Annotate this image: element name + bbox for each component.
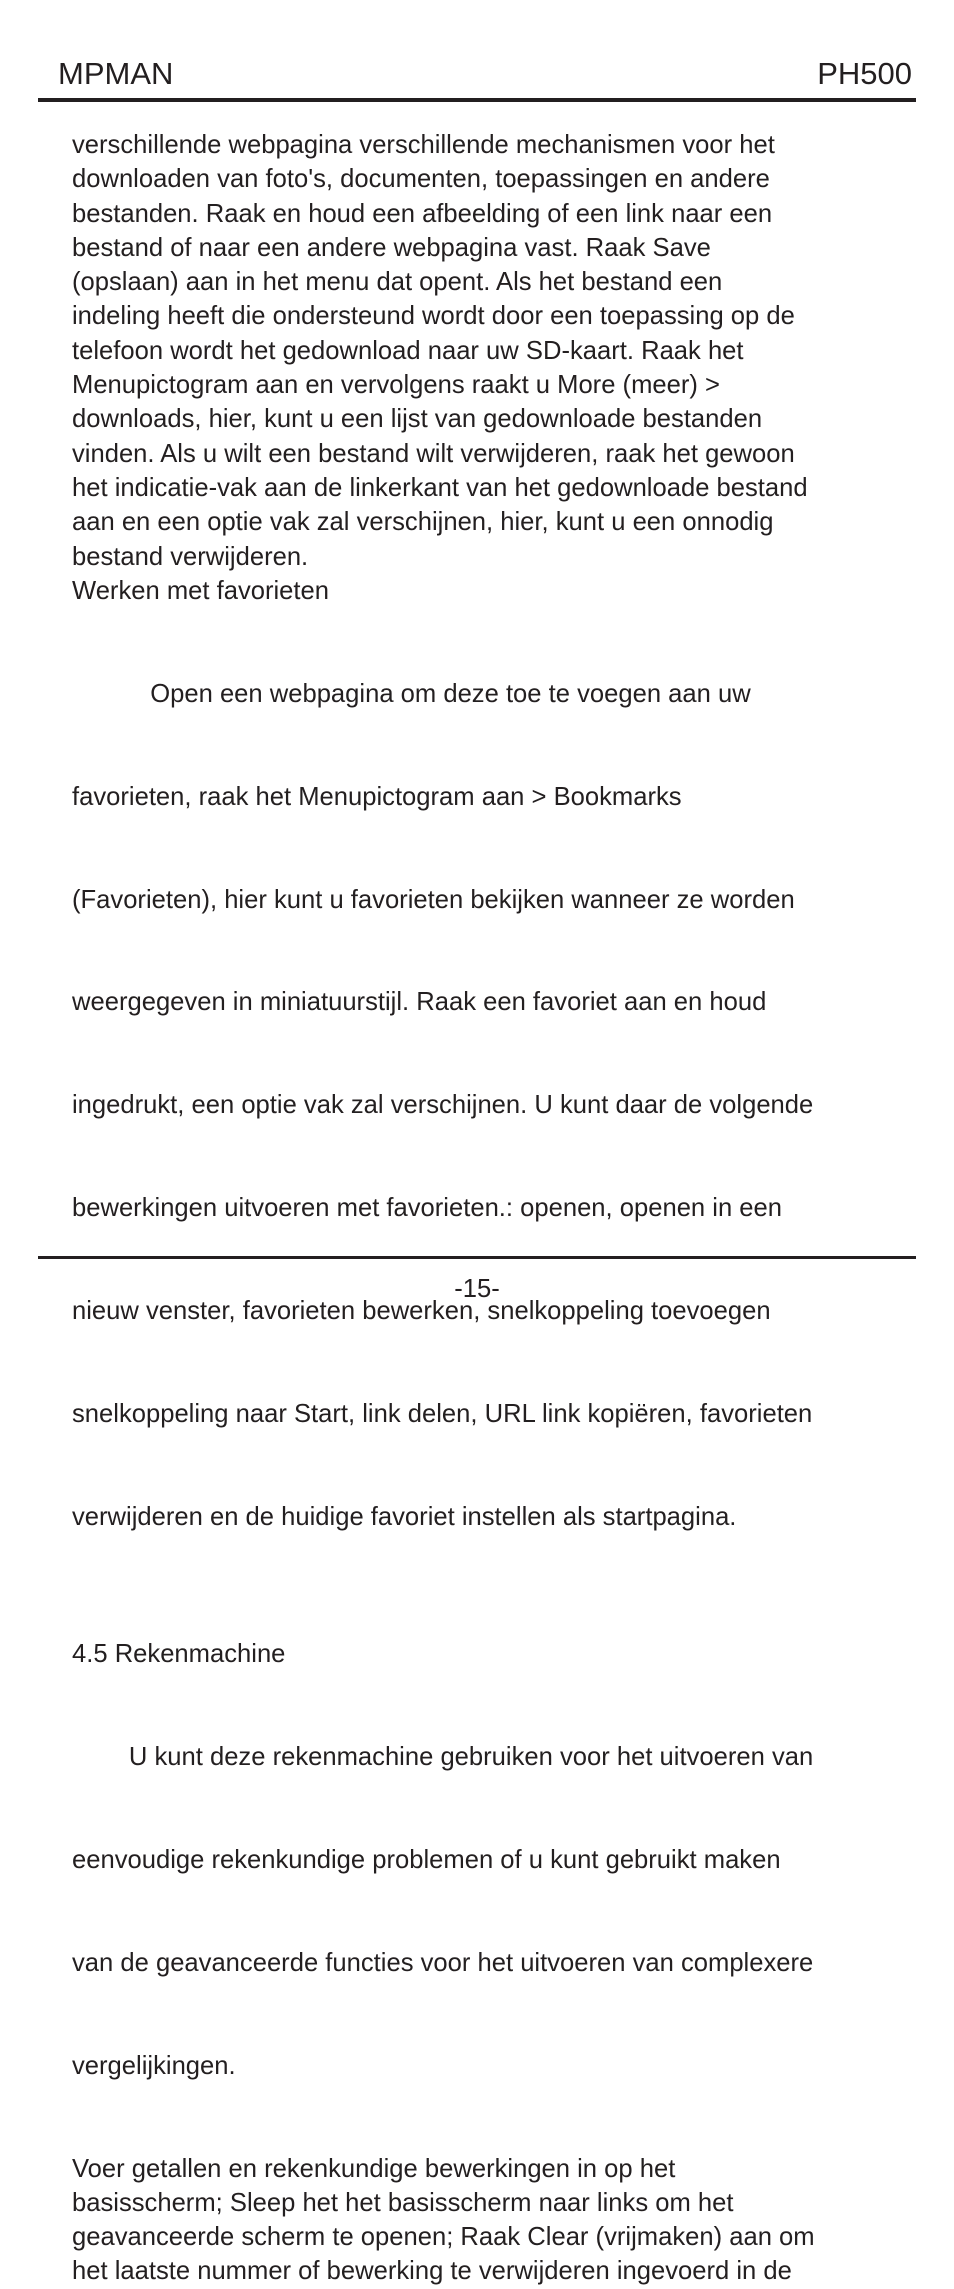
text-line: het laatste nummer of bewerking te verwijderen ingevoerd in de (72, 2257, 792, 2286)
text-line: ingedrukt, een optie vak zal verschijnen. U kunt daar de volgende (72, 1091, 814, 1120)
paragraph-downloads (72, 128, 902, 574)
blank-line (72, 1603, 902, 1637)
text-line: U kunt deze rekenmachine gebruiken voor het uitvoeren van (72, 1742, 814, 1771)
text-line: weergegeven in miniatuurstijl. Raak een favoriet aan en houd (72, 988, 767, 1017)
paragraph-favorites (72, 608, 902, 1603)
text-line: nieuw venster, favorieten bewerken, snelkoppeling toevoegen (72, 1297, 771, 1326)
text-line: bestand of naar een andere webpagina vast. Raak Save (72, 233, 711, 262)
text-line: bewerkingen uitvoeren met favorieten.: openen, openen in een (72, 1194, 783, 1223)
text-line: vinden. Als u wilt een bestand wilt verwijderen, raak het gewoon (72, 439, 795, 468)
section-heading-favorites: Werken met favorieten (72, 576, 329, 605)
paragraph-calculator-usage (72, 2152, 902, 2289)
text-line: snelkoppeling naar Start, link delen, URL link kopiëren, favorieten (72, 1399, 813, 1428)
page-header (38, 52, 916, 102)
brand-name: MPMAN (58, 56, 174, 91)
page-body (72, 128, 902, 2289)
text-line: vergelijkingen. (72, 2051, 236, 2080)
page-number: -15- (454, 1275, 500, 1303)
section-heading-calculator: 4.5 Rekenmachine (72, 1640, 286, 1669)
text-line: telefoon wordt het gedownload naar uw SD-kaart. Raak het (72, 336, 744, 365)
text-line: Open een webpagina om deze toe te voegen aan uw (72, 679, 751, 708)
text-line: van de geavanceerde functies voor het uitvoeren van complexere (72, 1948, 814, 1977)
text-line: verschillende webpagina verschillende mechanismen voor het (72, 131, 775, 159)
text-line: bestanden. Raak en houd een afbeelding of een link naar een (72, 199, 773, 228)
text-line: verwijderen en de huidige favoriet instellen als startpagina. (72, 1502, 737, 1531)
text-line: geavanceerde scherm te openen; Raak Clear (vrijmaken) aan om (72, 2223, 815, 2252)
model-name: PH500 (817, 56, 912, 91)
text-line: basisscherm; Sleep het het basisscherm naar links om het (72, 2188, 734, 2217)
text-line: favorieten, raak het Menupictogram aan > Bookmarks (72, 782, 682, 811)
text-line: het indicatie-vak aan de linkerkant van het gedownloade bestand (72, 473, 808, 502)
paragraph-calculator-intro (72, 1671, 902, 2151)
text-line: bestand verwijderen. (72, 542, 309, 571)
text-line: downloaden van foto's, documenten, toepassingen en andere (72, 165, 770, 194)
text-line: downloads, hier, kunt u een lijst van gedownloade bestanden (72, 405, 763, 434)
text-line: Voer getallen en rekenkundige bewerkingen in op het (72, 2154, 676, 2183)
text-line: aan en een optie vak zal verschijnen, hier, kunt u een onnodig (72, 508, 774, 537)
text-line: eenvoudige rekenkundige problemen of u kunt gebruikt maken (72, 1845, 781, 1874)
text-line: indeling heeft die ondersteund wordt door een toepassing op de (72, 302, 795, 331)
text-line: Menupictogram aan en vervolgens raakt u More (meer) > (72, 371, 720, 400)
footer-divider (38, 1256, 916, 1259)
text-line: (opslaan) aan in het menu dat opent. Als het bestand een (72, 268, 723, 297)
text-line: (Favorieten), hier kunt u favorieten bekijken wanneer ze worden (72, 885, 795, 914)
